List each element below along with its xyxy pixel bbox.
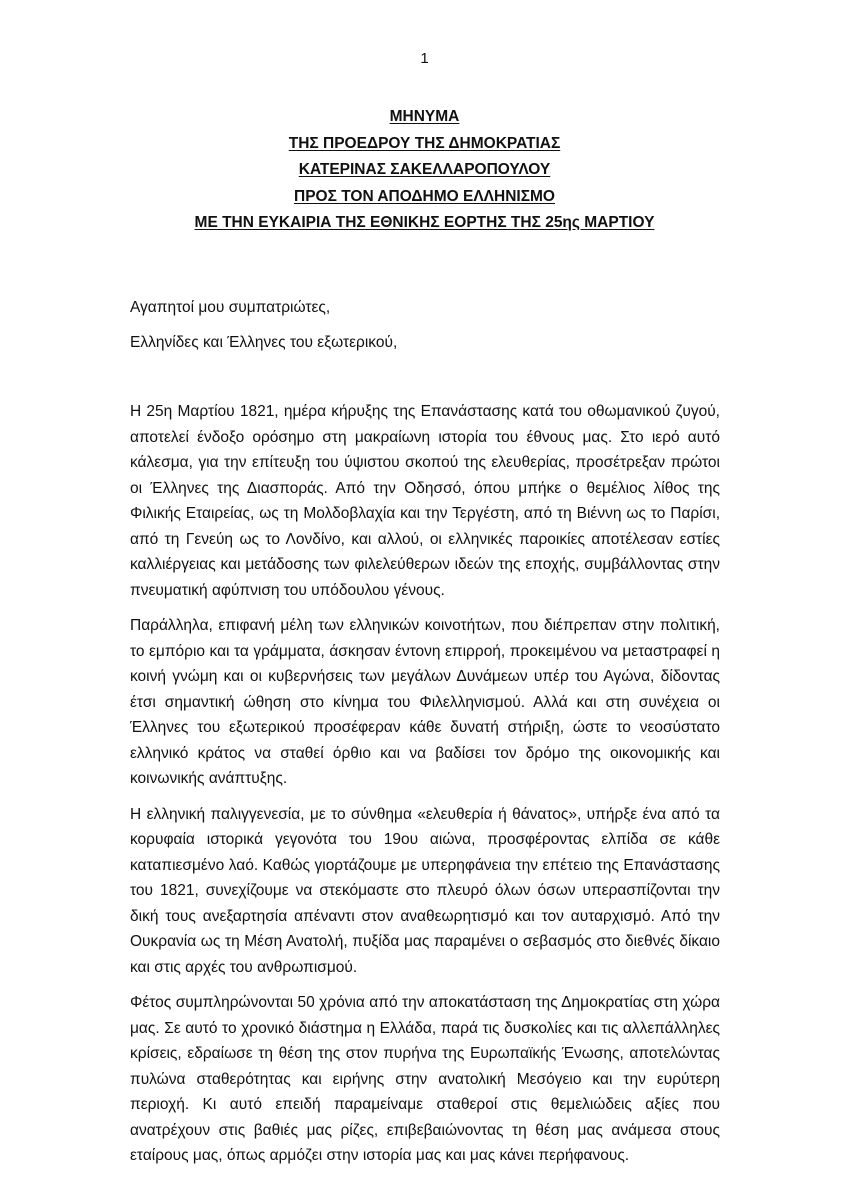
title-line: ΠΡΟΣ ΤΟΝ ΑΠΟΔΗΜΟ ΕΛΛΗΝΙΣΜΟ	[294, 187, 555, 205]
body-paragraph: Φέτος συμπληρώνονται 50 χρόνια από την αποκατάσταση της Δημοκρατίας στη χώρα μας. Σε αυτό το χρονικό διάστημα η Ελλάδα, παρά τις δυσκολίες και τις αλλεπάλληλες κρίσεις, εδραίωσε τη θέση της στον πυρήνα της Ευρωπαϊκής Ένωσης, αποτελώντας πυλώνα σταθερότητας και ειρήνης στην ανατολική Μεσόγειο και την ευρύτερη περιοχή. Κι αυτό επειδή παραμείναμε σταθεροί στις θεμελιώδεις αξίες που ανατρέχουν στις βαθιές μας ρίζες, επιβεβαιώνοντας τη θέση μας ανάμεσα στους εταίρους μας, όπως αρμόζει στην ιστορία μας και μας κάνει περήφανους.	[130, 994, 720, 1164]
title-line: ΚΑΤΕΡΙΝΑΣ ΣΑΚΕΛΛΑΡΟΠΟΥΛΟΥ	[298, 161, 551, 178]
message-body	[130, 399, 720, 1179]
page-number: 1	[420, 50, 429, 67]
body-paragraph: Η 25η Μαρτίου 1821, ημέρα κήρυξης της Επανάστασης κατά του οθωμανικού ζυγού, αποτελεί ένδοξο ορόσημο στη μακραίωνη ιστορία του έθνους μας. Στο ιερό αυτό κάλεσμα, για την επίτευξη του ύψιστου σκοπού της ελευθερίας, προσέτρεξαν πρώτοι οι Έλληνες της Διασποράς. Από την Οδησσό, όπου μπήκε ο θεμέλιος λίθος της Φιλικής Εταιρείας, ως τη Μολδοβλαχία και την Τεργέστη, από τη Βιέννη ως το Παρίσι, από τη Γενεύη ως το Λονδίνο, και αλλού, οι ελληνικές παροικίες αποτέλεσαν εστίες καλλιέργειας και μετάδοσης των φιλελεύθερων ιδεών της εποχής, συμβάλλοντας στην πνευματική αφύπνιση του υπόδουλου γένους.	[130, 403, 720, 599]
salutation-line: Αγαπητοί μου συμπατριώτες,	[130, 299, 331, 316]
message-title	[100, 104, 749, 237]
salutation-line: Ελληνίδες και Έλληνες του εξωτερικού,	[130, 334, 398, 351]
body-paragraph: Παράλληλα, επιφανή μέλη των ελληνικών κοινοτήτων, που διέπρεπαν στην πολιτική, το εμπόριο και τα γράμματα, άσκησαν έντονη επιρροή, προκειμένου να μεταστραφεί η κοινή γνώμη και οι κυβερνήσεις των μεγάλων Δυνάμεων υπέρ του Αγώνα, δίδοντας έτσι σημαντική ώθηση στο κίνημα του Φιλελληνισμού. Αλλά και στη συνέχεια οι Έλληνες του εξωτερικού προσέφεραν κάθε δυνατή στήριξη, ώστε το νεοσύστατο ελληνικό κράτος να σταθεί όρθιο και να βαδίσει τον δρόμο της οικονομικής και κοινωνικής ανάπτυξης.	[130, 617, 720, 787]
title-line: ΜΗΝΥΜΑ	[389, 108, 460, 125]
body-paragraph: Η ελληνική παλιγγενεσία, με το σύνθημα «ελευθερία ή θάνατος», υπήρξε ένα από τα κορυφαία ιστορικά γεγονότα του 19ου αιώνα, προσφέροντας ελπίδα σε κάθε καταπιεσμένο λαό. Καθώς γιορτάζουμε με υπερηφάνεια την επέτειο της Επανάστασης του 1821, συνεχίζουμε να στεκόμαστε στο πλευρό όλων όσων υπερασπίζονται την δική τους ανεξαρτησία απέναντι στον αναθεωρητισμό και τον αυταρχισμό. Από την Ουκρανία ως τη Μέση Ανατολή, πυξίδα μας παραμένει ο σεβασμός στο διεθνές δίκαιο και στις αρχές του ανθρωπισμού.	[130, 805, 720, 976]
title-line: ΤΗΣ ΠΡΟΕΔΡΟΥ ΤΗΣ ΔΗΜΟΚΡΑΤΙΑΣ	[288, 134, 561, 152]
title-line: ΜΕ ΤΗΝ ΕΥΚΑΙΡΙΑ ΤΗΣ ΕΘΝΙΚΗΣ ΕΟΡΤΗΣ ΤΗΣ 25ης ΜΑΡΤΙΟΥ	[194, 214, 655, 231]
